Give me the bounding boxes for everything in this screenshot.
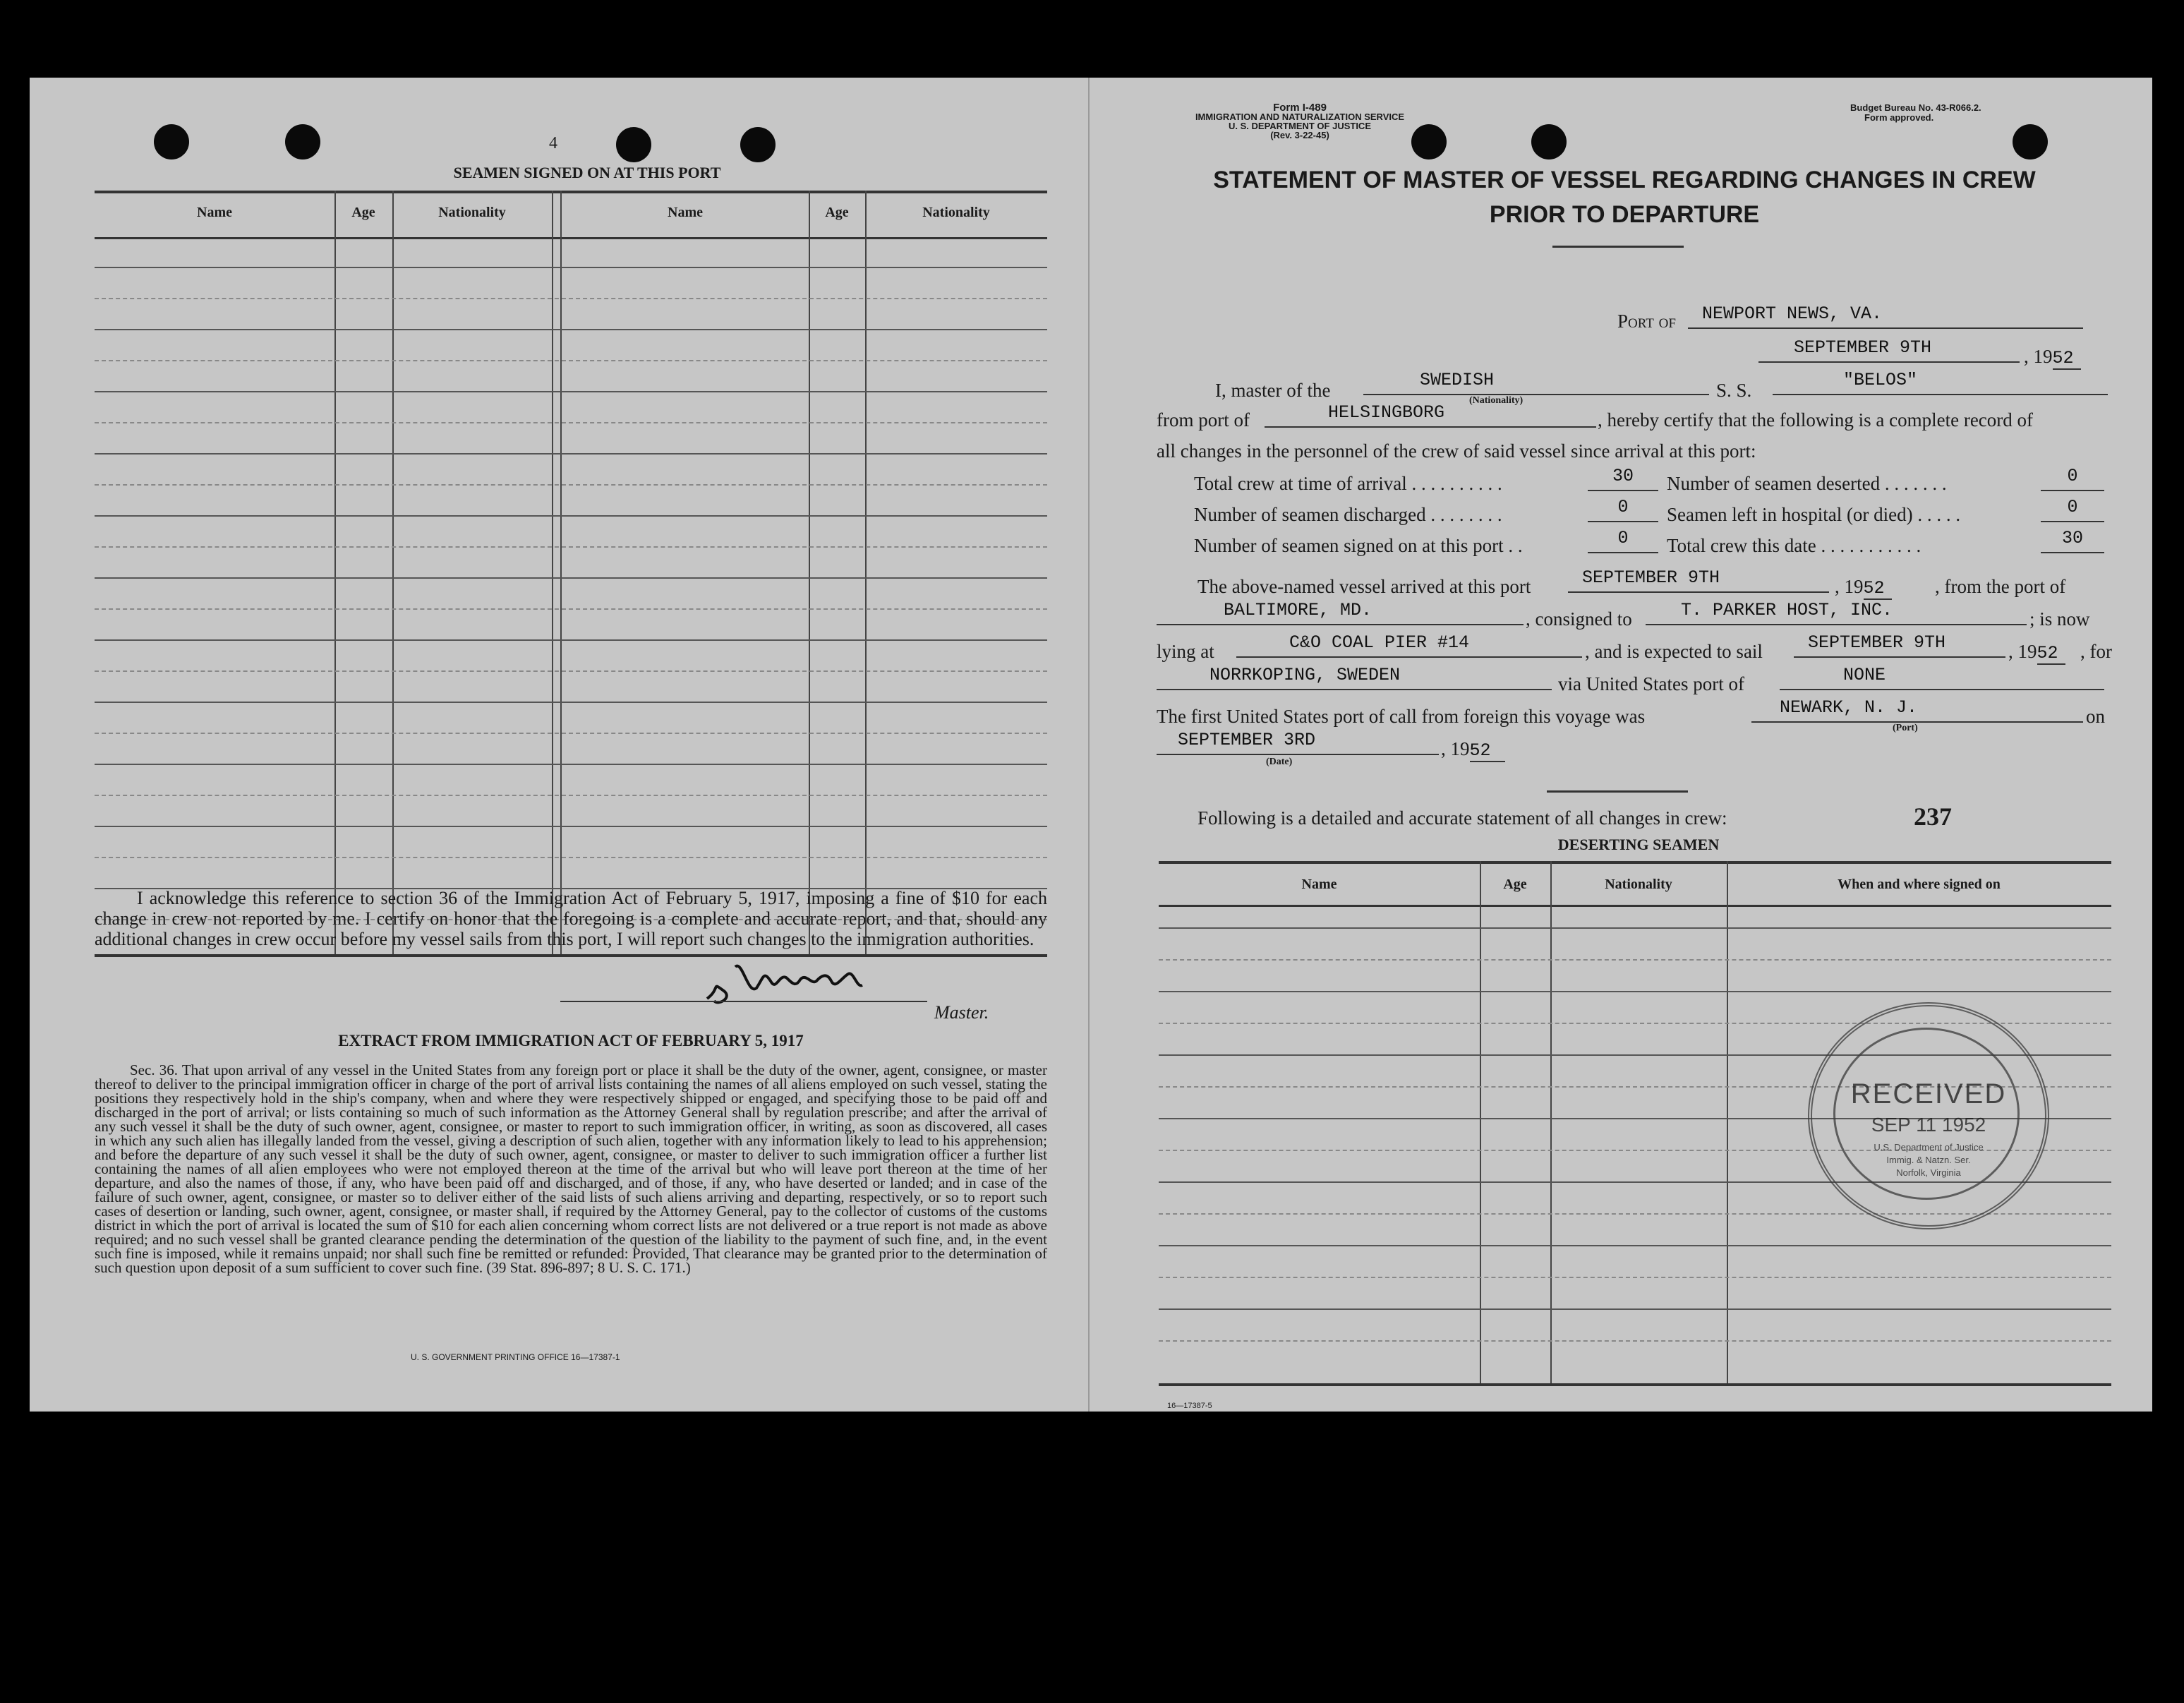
form-header	[1159, 103, 1441, 140]
origin-port-value: BALTIMORE, MD.	[1224, 600, 1372, 620]
table-row	[1159, 1340, 2111, 1342]
arrived-year-value: 52	[1864, 578, 1892, 600]
port-of-value: NEWPORT NEWS, VA.	[1702, 303, 1883, 324]
stamp-received: RECEIVED	[1850, 1078, 2007, 1109]
lying-at-value: C&O COAL PIER #14	[1289, 632, 1470, 653]
form-number: Form I-489	[1273, 102, 1327, 114]
table-row	[1159, 1245, 2111, 1246]
first-year-value: 52	[1470, 740, 1505, 762]
column-header-nationality: Nationality	[438, 205, 506, 220]
form-title: STATEMENT OF MASTER OF VESSEL REGARDING CHANGES IN CREW	[1213, 167, 2036, 193]
form-subtitle: PRIOR TO DEPARTURE	[1489, 201, 1760, 228]
column-header-name: Name	[197, 205, 232, 220]
column-header-nationality: Nationality	[1605, 877, 1672, 892]
signed-on-label: Number of seamen signed on at this port . .	[1194, 535, 1523, 556]
stamp-line2: Immig. & Natzn. Ser.	[1886, 1155, 1971, 1165]
table-row	[95, 329, 1047, 330]
sail-date-field	[1794, 632, 2005, 658]
punch-hole	[616, 127, 651, 162]
table-row	[95, 577, 1047, 579]
arrived-label: The above-named vessel arrived at this port	[1197, 576, 1531, 597]
from-port-label: from port of	[1157, 409, 1250, 431]
is-now-text: ; is now	[2029, 608, 2090, 630]
master-signature	[693, 939, 905, 1016]
lying-at-field	[1236, 632, 1582, 658]
table-row	[95, 515, 1047, 517]
column-header-age: Age	[1503, 877, 1527, 892]
master-label: Master.	[934, 1002, 989, 1023]
punch-hole	[1531, 124, 1567, 160]
on-label: on	[2086, 706, 2105, 727]
table-row	[95, 733, 1047, 734]
table-row	[95, 857, 1047, 858]
first-port-label: The first United States port of call from foreign this voyage was	[1157, 706, 1646, 727]
page-number: 4	[549, 134, 557, 152]
revision: (Rev. 3-22-45)	[1270, 130, 1329, 140]
arrived-date-field	[1568, 567, 1829, 593]
title-rule	[1552, 246, 1684, 248]
ss-label: S. S.	[1716, 380, 1752, 401]
deserted-value: 0	[2041, 466, 2104, 491]
column-header-name: Name	[1301, 877, 1337, 892]
table-row	[1159, 1308, 2111, 1310]
destination-value: NORRKOPING, SWEDEN	[1209, 665, 1401, 685]
port-caption: (Port)	[1893, 723, 1918, 733]
total-arrival-value: 30	[1588, 466, 1658, 491]
hospital-label: Seamen left in hospital (or died) . . . . .	[1667, 504, 1961, 525]
via-value: NONE	[1843, 665, 1886, 685]
vessel-name-field	[1773, 370, 2108, 395]
stamped-number: 237	[1914, 802, 1952, 831]
table-row	[1159, 991, 2111, 992]
table-row	[1159, 1277, 2111, 1278]
discharged-label: Number of seamen discharged . . . . . . . .	[1194, 504, 1502, 525]
following-text: Following is a detailed and accurate statement of all changes in crew:	[1197, 807, 1727, 829]
extract-text: Sec. 36. That upon arrival of any vessel in the United States from any foreign port or place it shall be the duty of the owner, agent, consignee, or master thereof to deliver to the principal immigration officer in charge of the port of arrival lists containing the names of all aliens employed on such vessel, stating the positions they respectively hold in the ship's company, when and where they were respectively shipped or engaged, and specifying those to be paid off and discharged in the port of arrival; or lists containing so much of such information as the Attorney General shall by regulation prescribe; and after the arrival of any such vessel it shall be the duty of such owner, agent, consignee, or master to report to such immigration officer, in writing, as soon as discovered, all cases in which any such alien has illegally landed from the vessel, giving a description of such alien, together with any information likely to lead to his apprehension; and before the departure of any such vessel it shall be the duty of such owner, agent, consignee, or master to deliver to such immigration officer a further list containing the names of all alien employees who were not employed thereon at the time of the arrival but who will leave port thereon at the time of her departure, and also the names of those, if any, who have been paid off and discharged, and of those, if any, who have deserted or landed; and in case of the failure of such owner, agent, consignee, or master so to deliver either of the said lists of such aliens arriving and departing, respectively, or so to report such cases of desertion or landing, such owner, agent, consignee, or master shall, if required by the Attorney General, pay to the collector of customs of the customs district in which the port of arrival is located the sum of $10 for each alien concerning whom correct lists are not delivered or a true report is not made as above required; and no such vessel shall be granted clearance pending the determination of the question of the liability to the payment of such fine, and, in the event such fine is imposed, while it remains unpaid; nor shall such fine be remitted or refunded: Provided, That clearance may be granted prior to the determination of such question upon deposit of a sum sufficient to cover such fine. (39 Stat. 896-897; 8 U. S. C. 171.)	[95, 1061, 1047, 1276]
punch-hole	[2013, 124, 2048, 160]
first-date-value: SEPTEMBER 3RD	[1178, 730, 1316, 750]
statement-date-value: SEPTEMBER 9TH	[1794, 337, 1932, 358]
table-row	[1159, 959, 2111, 961]
printer-line: U. S. GOVERNMENT PRINTING OFFICE 16—17387-1	[411, 1352, 620, 1362]
nationality-caption: (Nationality)	[1469, 395, 1524, 406]
punch-hole	[285, 124, 320, 160]
date-caption: (Date)	[1266, 757, 1293, 767]
table-row	[95, 764, 1047, 765]
hospital-value: 0	[2041, 497, 2104, 522]
table-row	[95, 639, 1047, 641]
signed-on-table-title: SEAMEN SIGNED ON AT THIS PORT	[453, 164, 721, 181]
table-row	[95, 453, 1047, 455]
column-header-nationality: Nationality	[922, 205, 990, 220]
printer-line: 16—17387-5	[1167, 1402, 1212, 1410]
table-row	[95, 298, 1047, 299]
signed-on-table	[95, 191, 1047, 957]
column-header-age: Age	[825, 205, 849, 220]
received-stamp	[1808, 1002, 2049, 1229]
table-row	[95, 360, 1047, 361]
total-date-label: Total crew this date . . . . . . . . . . .	[1667, 535, 1921, 556]
arrived-date-value: SEPTEMBER 9TH	[1582, 567, 1720, 588]
via-label: via United States port of	[1558, 673, 1744, 694]
master-of-label: I, master of the	[1215, 380, 1331, 401]
form-approved: Form approved.	[1864, 112, 1934, 123]
table-row	[95, 670, 1047, 672]
port-of-field	[1688, 303, 2083, 329]
consigned-label: , consigned to	[1526, 608, 1632, 630]
table-row	[95, 608, 1047, 610]
table-row	[95, 422, 1047, 423]
table-row	[95, 484, 1047, 486]
destination-field	[1157, 665, 1552, 690]
column-header-age: Age	[351, 205, 375, 220]
column-header-name: Name	[668, 205, 703, 220]
vessel-name-value: "BELOS"	[1843, 370, 1918, 390]
statement-year-value: 52	[2053, 348, 2081, 370]
table-row	[95, 391, 1047, 392]
column-header-signed-on: When and where signed on	[1838, 877, 2001, 892]
for-label: , for	[2080, 641, 2112, 662]
first-date-field	[1157, 730, 1439, 755]
stamp-line1: U.S. Department of Justice	[1874, 1142, 1984, 1153]
punch-hole	[154, 124, 189, 160]
extract-title: EXTRACT FROM IMMIGRATION ACT OF FEBRUARY 5, 1917	[338, 1032, 804, 1049]
first-year: , 1952	[1441, 738, 1505, 762]
first-port-field	[1751, 697, 2083, 723]
from-the-port-of: , from the port of	[1935, 576, 2066, 597]
punch-hole	[740, 127, 776, 162]
discharged-value: 0	[1588, 497, 1658, 522]
origin-port-field	[1157, 600, 1524, 625]
section-rule	[1547, 790, 1688, 793]
table-row	[95, 267, 1047, 268]
total-date-value: 30	[2041, 528, 2104, 553]
acknowledgement-text: I acknowledge this reference to section 36 of the Immigration Act of February 5, 1917, imposing a fine of $10 for each change in crew not reported by me. I certify on honor that the foregoing is a complete and accurate report, and that, should any additional changes in crew occur before my vessel sails from this port, I will report such changes to the immigration authorities.	[95, 888, 1047, 949]
port-of-label: Port of	[1617, 311, 1676, 332]
statement-year: , 1952	[2024, 346, 2081, 370]
expected-label: , and is expected to sail	[1585, 641, 1763, 662]
first-port-value: NEWARK, N. J.	[1780, 697, 1918, 718]
consignee-value: T. PARKER HOST, INC.	[1681, 600, 1893, 620]
agency-name: IMMIGRATION AND NATURALIZATION SERVICE	[1195, 112, 1405, 122]
signed-on-value: 0	[1588, 528, 1658, 553]
table-row	[95, 546, 1047, 548]
stamp-date: SEP 11 1952	[1871, 1114, 1986, 1136]
table-row	[95, 795, 1047, 796]
budget-bureau: Budget Bureau No. 43-R066.2.	[1850, 102, 1981, 113]
deserted-label: Number of seamen deserted . . . . . . .	[1667, 473, 1947, 494]
nationality-field	[1363, 370, 1709, 395]
sail-year: , 1952	[2008, 641, 2065, 665]
via-field	[1780, 665, 2104, 690]
certify-text: , hereby certify that the following is a complete record of	[1598, 409, 2034, 431]
from-port-field	[1265, 402, 1596, 428]
table-row	[1159, 927, 2111, 929]
from-port-value: HELSINGBORG	[1328, 402, 1445, 423]
sail-date-value: SEPTEMBER 9TH	[1808, 632, 1946, 653]
table-row	[95, 702, 1047, 703]
agency-department: U. S. DEPARTMENT OF JUSTICE	[1229, 121, 1371, 131]
lying-at-label: lying at	[1157, 641, 1214, 662]
changes-text: all changes in the personnel of the crew of said vessel since arrival at this port:	[1157, 440, 1756, 462]
signature-line	[560, 1001, 927, 1002]
document-sheet	[30, 78, 2152, 1412]
total-arrival-label: Total crew at time of arrival . . . . . . . . . .	[1194, 473, 1502, 494]
budget-block	[1850, 103, 1981, 123]
sail-year-value: 52	[2037, 643, 2065, 665]
page-fold	[1088, 78, 1090, 1412]
stamp-line3: Norfolk, Virginia	[1896, 1167, 1961, 1178]
statement-date-field	[1758, 337, 2020, 363]
deserting-title: DESERTING SEAMEN	[1557, 836, 1720, 853]
arrived-year: , 1952	[1835, 576, 1892, 600]
consignee-field	[1646, 600, 2027, 625]
nationality-value: SWEDISH	[1420, 370, 1495, 390]
table-row	[95, 826, 1047, 827]
